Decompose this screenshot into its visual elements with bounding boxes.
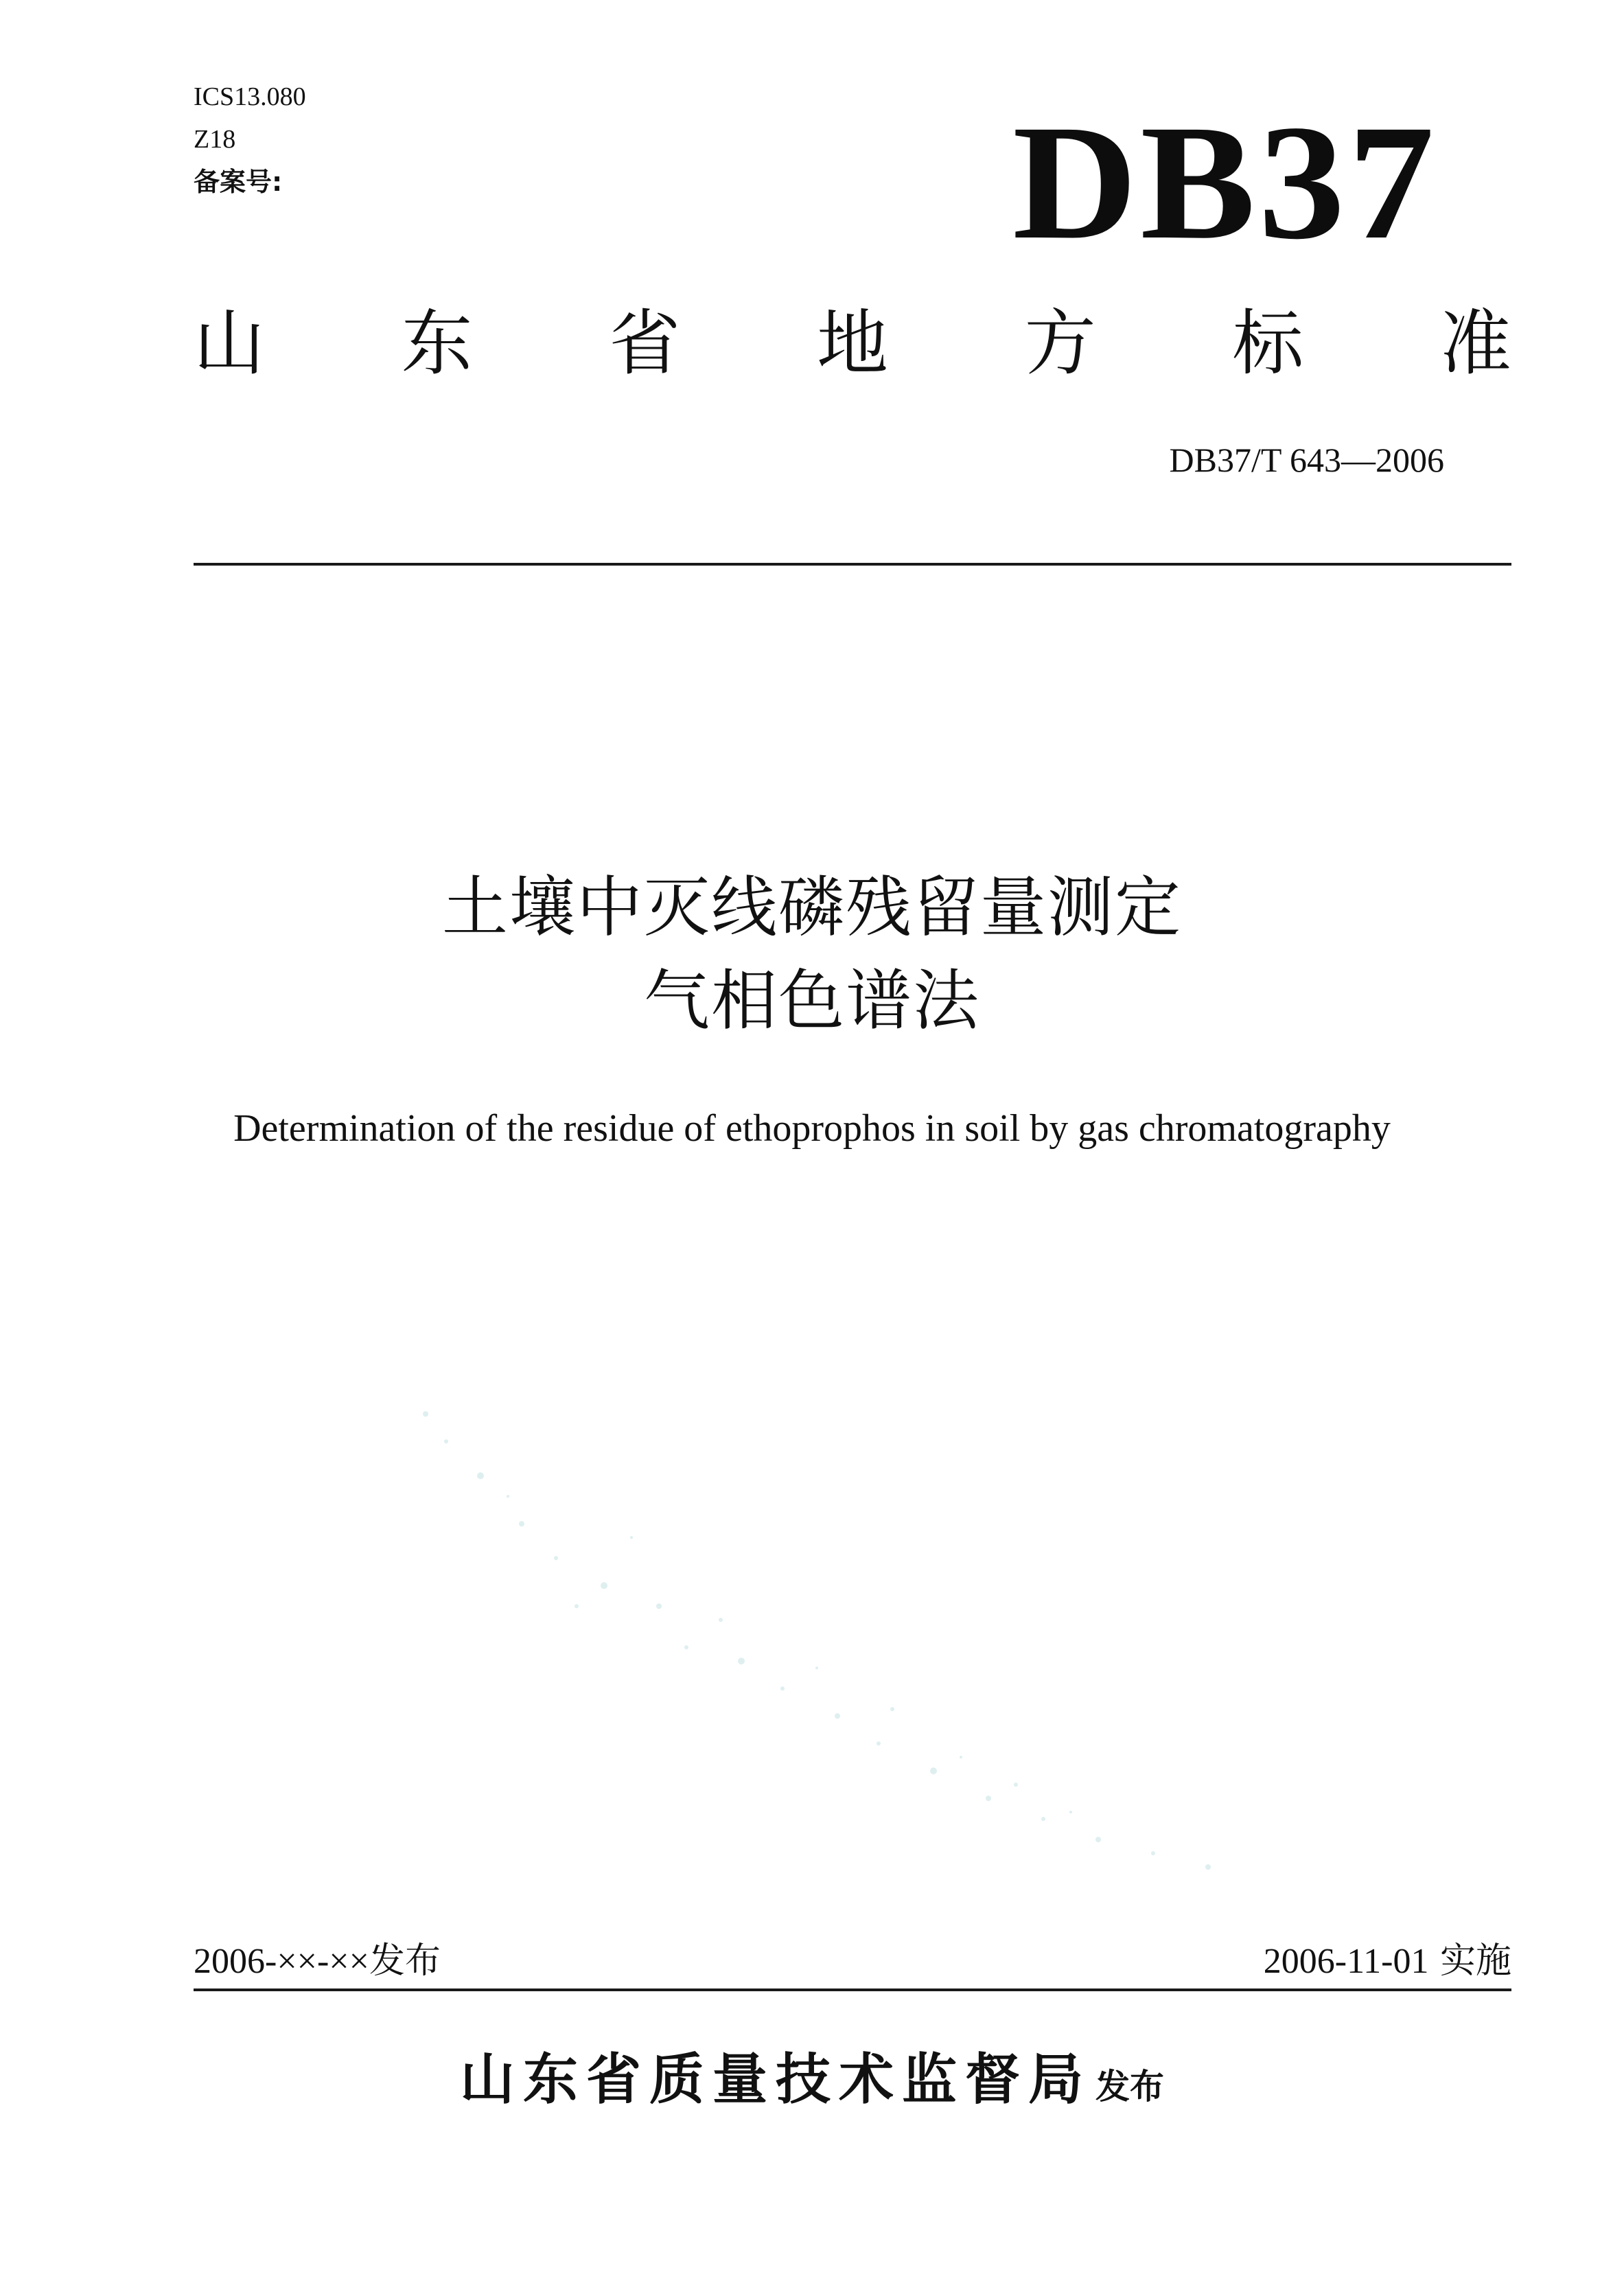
bottom-divider <box>194 1988 1511 1991</box>
watermark-specks <box>398 1400 1256 1881</box>
db37-logo: DB37 <box>1012 91 1437 273</box>
implementation-date <box>1264 1939 1511 1984</box>
issue-date-suffix: 发布 <box>369 1940 441 1982</box>
publisher-organization: 山东省质量技术监督局 <box>460 2048 1091 2111</box>
standard-number: DB37/T 643—2006 <box>1169 441 1444 479</box>
publisher-action: 发布 <box>1095 2067 1164 2107</box>
title-chinese-line-2: 气相色谱法 <box>644 962 980 1039</box>
filing-number-label: 备案号: <box>194 167 283 197</box>
implementation-date-value: 2006-11-01 <box>1263 1942 1429 1981</box>
standard-type-char: 东 <box>401 301 473 385</box>
category-code: Z18 <box>194 125 236 154</box>
title-chinese-line-1: 土壤中灭线磷残留量测定 <box>442 869 1182 946</box>
ics-code: ICS13.080 <box>194 82 306 111</box>
publisher <box>0 2042 1624 2124</box>
standard-type-char: 山 <box>194 301 266 385</box>
implementation-date-suffix: 实施 <box>1428 1940 1511 1982</box>
standard-type-char: 省 <box>609 301 681 385</box>
standard-type-char: 地 <box>816 301 888 385</box>
issue-date-value: 2006-××-×× <box>194 1942 369 1981</box>
title-english: Determination of the residue of ethoprophos in soil by gas chromatography <box>233 1107 1391 1150</box>
standard-type-char: 标 <box>1232 301 1304 385</box>
standard-type-heading <box>194 295 1511 391</box>
standard-type-char: 准 <box>1439 301 1511 385</box>
standard-type-char: 方 <box>1024 301 1096 385</box>
issue-date <box>194 1939 441 1984</box>
top-divider <box>194 563 1511 566</box>
